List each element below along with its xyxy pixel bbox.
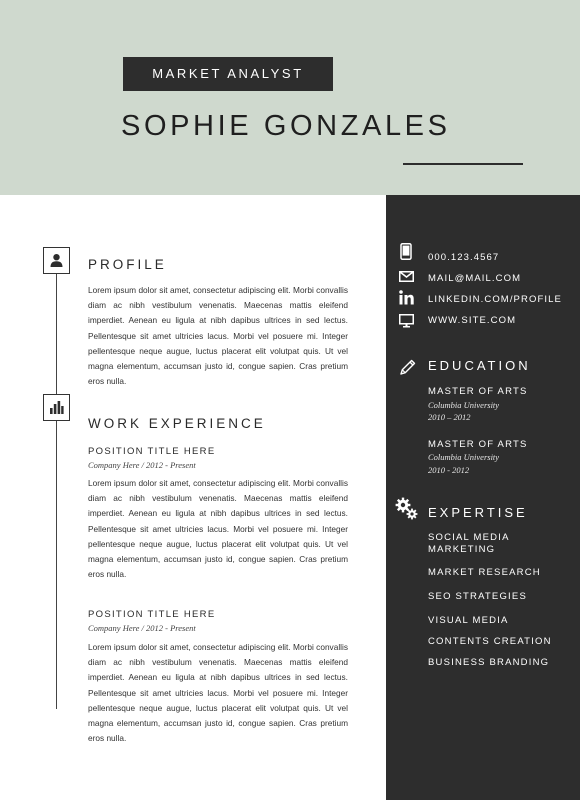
job-2-position: POSITION TITLE HERE bbox=[88, 609, 216, 620]
education-heading: EDUCATION bbox=[428, 358, 531, 373]
mail-icon bbox=[398, 268, 414, 284]
phone-number[interactable]: 000.123.4567 bbox=[428, 252, 500, 263]
degree-2-school: Columbia University bbox=[428, 452, 500, 462]
expertise-heading: EXPERTISE bbox=[428, 505, 528, 520]
monitor-icon bbox=[398, 313, 414, 329]
phone-icon bbox=[398, 243, 414, 259]
degree-2-title: MASTER OF ARTS bbox=[428, 439, 528, 450]
skill-item: SEO STRATEGIES bbox=[428, 591, 527, 602]
skill-item: BUSINESS BRANDING bbox=[428, 657, 550, 668]
degree-1-years: 2010 – 2012 bbox=[428, 412, 471, 422]
linkedin-icon bbox=[398, 289, 414, 305]
work-experience-heading: WORK EXPERIENCE bbox=[88, 416, 266, 431]
profile-text: Lorem ipsum dolor sit amet, consectetur adipiscing elit. Morbi convallis diam ac nibh vestibulum venenatis. Maecenas mattis eleifend imperdiet. Aenean eu ligula at nibh dapibus ultrices in sed lectus. Pellentesque sit amet ultricies lacus. Morbi vel posuere mi. Integer pellentesque neque augue, luctus placerat elit volutpat quis. Ut vel magna elementum, accumsan justo id, congue sapien. Cras pretium eros nulla. bbox=[88, 285, 348, 387]
candidate-name: SOPHIE GONZALES bbox=[121, 110, 451, 142]
pencil-icon bbox=[397, 357, 417, 377]
timeline-line bbox=[56, 271, 57, 709]
skill-item: VISUAL MEDIA bbox=[428, 615, 509, 626]
website-url[interactable]: WWW.SITE.COM bbox=[428, 315, 517, 326]
job-2-company: Company Here / 2012 - Present bbox=[88, 623, 196, 633]
job-2-description: Lorem ipsum dolor sit amet, consectetur adipiscing elit. Morbi convallis diam ac nibh vestibulum venenatis. Maecenas mattis eleifend imperdiet. Aenean eu ligula at nibh dapibus ultrices in sed lectus. Pellentesque sit amet ultricies lacus. Morbi vel posuere mi. Integer pellentesque neque augue, luctus placerat elit volutpat quis. Ut vel magna elementum, accumsan justo id, congue sapien. Cras pretium eros nulla. bbox=[88, 642, 348, 744]
header-band bbox=[0, 0, 580, 195]
profile-heading: PROFILE bbox=[88, 257, 167, 272]
skill-item: MARKET RESEARCH bbox=[428, 567, 541, 578]
degree-1-title: MASTER OF ARTS bbox=[428, 386, 528, 397]
linkedin-url[interactable]: LINKEDIN.COM/PROFILE bbox=[428, 294, 562, 305]
degree-1-school: Columbia University bbox=[428, 400, 500, 410]
email-address[interactable]: MAIL@MAIL.COM bbox=[428, 273, 522, 284]
job-title-badge: MARKET ANALYST bbox=[123, 57, 333, 91]
gears-icon bbox=[395, 497, 419, 521]
header-divider bbox=[403, 163, 523, 165]
job-1-company: Company Here / 2012 - Present bbox=[88, 460, 196, 470]
degree-2-years: 2010 - 2012 bbox=[428, 465, 470, 475]
skill-item: CONTENTS CREATION bbox=[428, 636, 552, 647]
user-icon bbox=[43, 247, 70, 274]
job-1-description: Lorem ipsum dolor sit amet, consectetur adipiscing elit. Morbi convallis diam ac nibh vestibulum venenatis. Maecenas mattis eleifend imperdiet. Aenean eu ligula at nibh dapibus ultrices in sed lectus. Pellentesque sit amet ultricies lacus. Morbi vel posuere mi. Integer pellentesque neque augue, luctus placerat elit volutpat quis. Ut vel magna elementum, accumsan justo id, congue sapien. Cras pretium eros nulla. bbox=[88, 478, 348, 580]
skill-item: SOCIAL MEDIA MARKETING bbox=[428, 532, 510, 555]
bar-chart-icon bbox=[43, 394, 70, 421]
job-1-position: POSITION TITLE HERE bbox=[88, 446, 216, 457]
